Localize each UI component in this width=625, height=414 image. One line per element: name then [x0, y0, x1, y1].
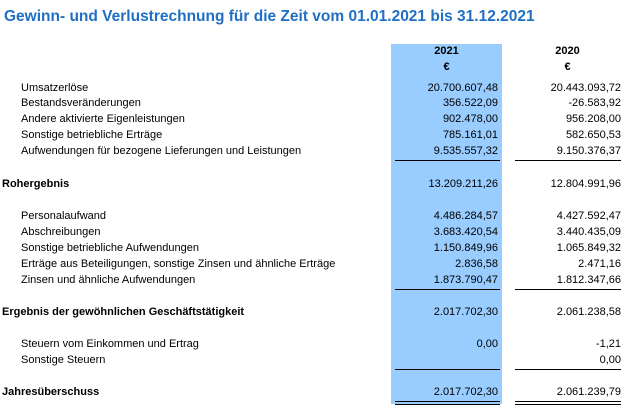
value-2020: 12.804.991,96 [550, 178, 621, 190]
value-2020: 3.440.435,09 [556, 226, 621, 238]
underline-2020 [515, 160, 621, 161]
value-2020: 20.443.093,72 [550, 82, 621, 94]
page-title: Gewinn- und Verlustrechnung für die Zeit vom 01.01.2021 bis 31.12.2021 [4, 8, 535, 25]
value-2021: 356.522,09 [442, 97, 498, 109]
row-label: Abschreibungen [21, 226, 101, 238]
value-2021: 9.535.557,32 [433, 145, 498, 157]
value-2021: 4.486.284,57 [433, 210, 498, 222]
value-2021: 13.209.211,26 [428, 178, 498, 190]
row-label-subtotal: Ergebnis der gewöhnlichen Geschäftstätigkeit [2, 306, 245, 318]
row-label: Bestandsveränderungen [21, 97, 141, 109]
table-row [0, 113, 625, 128]
underline-2021 [395, 369, 500, 370]
table-row [0, 306, 625, 321]
value-2021: 1.873.790,47 [433, 274, 498, 286]
value-2021: 2.017.702,30 [433, 386, 498, 398]
value-2020: 956.208,00 [565, 113, 621, 125]
underline-2021 [395, 160, 500, 161]
row-label: Umsatzerlöse [21, 82, 89, 94]
row-label: Sonstige betriebliche Aufwendungen [21, 242, 199, 254]
underline-2020 [515, 369, 621, 370]
row-label: Personalaufwand [21, 210, 107, 222]
column-header-2021-year: 2021 [434, 45, 459, 57]
column-header-2020-currency: € [564, 61, 571, 73]
double-underline-2021 [395, 401, 500, 405]
underline-2020 [515, 289, 621, 290]
double-underline-2020 [515, 401, 621, 405]
table-row [0, 274, 625, 289]
row-label-total: Jahresüberschuss [2, 386, 100, 398]
table-row [0, 354, 625, 369]
table-row [0, 258, 625, 273]
value-2021: 785.161,01 [442, 129, 498, 141]
value-2021: 2.836,58 [455, 258, 498, 270]
row-label: Erträge aus Beteiligungen, sonstige Zinsen und ähnliche Erträge [21, 258, 336, 270]
row-label: Zinsen und ähnliche Aufwendungen [21, 274, 196, 286]
row-label: Sonstige Steuern [21, 354, 106, 366]
value-2020: 2.471,16 [578, 258, 621, 270]
value-2020: 0,00 [599, 354, 621, 366]
table-row [0, 97, 625, 112]
row-label: Sonstige betriebliche Erträge [21, 129, 163, 141]
table-row [0, 242, 625, 257]
table-row [0, 82, 625, 97]
column-header-2020-year: 2020 [555, 45, 580, 57]
table-row [0, 226, 625, 241]
table-row [0, 178, 625, 193]
value-2021: 20.700.607,48 [427, 82, 498, 94]
value-2021: 2.017.702,30 [433, 306, 498, 318]
value-2021: 3.683.420,54 [433, 226, 498, 238]
row-label-subtotal: Rohergebnis [2, 178, 70, 190]
value-2020: 2.061.238,58 [556, 306, 621, 318]
value-2020: 1.812.347,66 [556, 274, 621, 286]
table-row [0, 210, 625, 225]
value-2021: 0,00 [476, 338, 498, 350]
value-2020: -26.583,92 [568, 97, 621, 109]
value-2020: 2.061.239,79 [556, 386, 621, 398]
table-row [0, 338, 625, 353]
table-row [0, 145, 625, 160]
value-2020: 4.427.592,47 [556, 210, 621, 222]
row-label: Steuern vom Einkommen und Ertrag [21, 338, 199, 350]
row-label: Andere aktivierte Eigenleistungen [21, 113, 185, 125]
value-2021: 902.478,00 [442, 113, 498, 125]
value-2020: 1.065.849,32 [556, 242, 621, 254]
value-2020: -1,21 [595, 338, 621, 350]
column-header-2021-currency: € [443, 61, 450, 73]
row-label: Aufwendungen für bezogene Lieferungen und Leistungen [21, 145, 302, 157]
table-row [0, 386, 625, 401]
value-2020: 9.150.376,37 [556, 145, 621, 157]
value-2021: 1.150.849,96 [433, 242, 498, 254]
value-2020: 582.650,53 [565, 129, 621, 141]
table-row [0, 129, 625, 144]
underline-2021 [395, 289, 500, 290]
